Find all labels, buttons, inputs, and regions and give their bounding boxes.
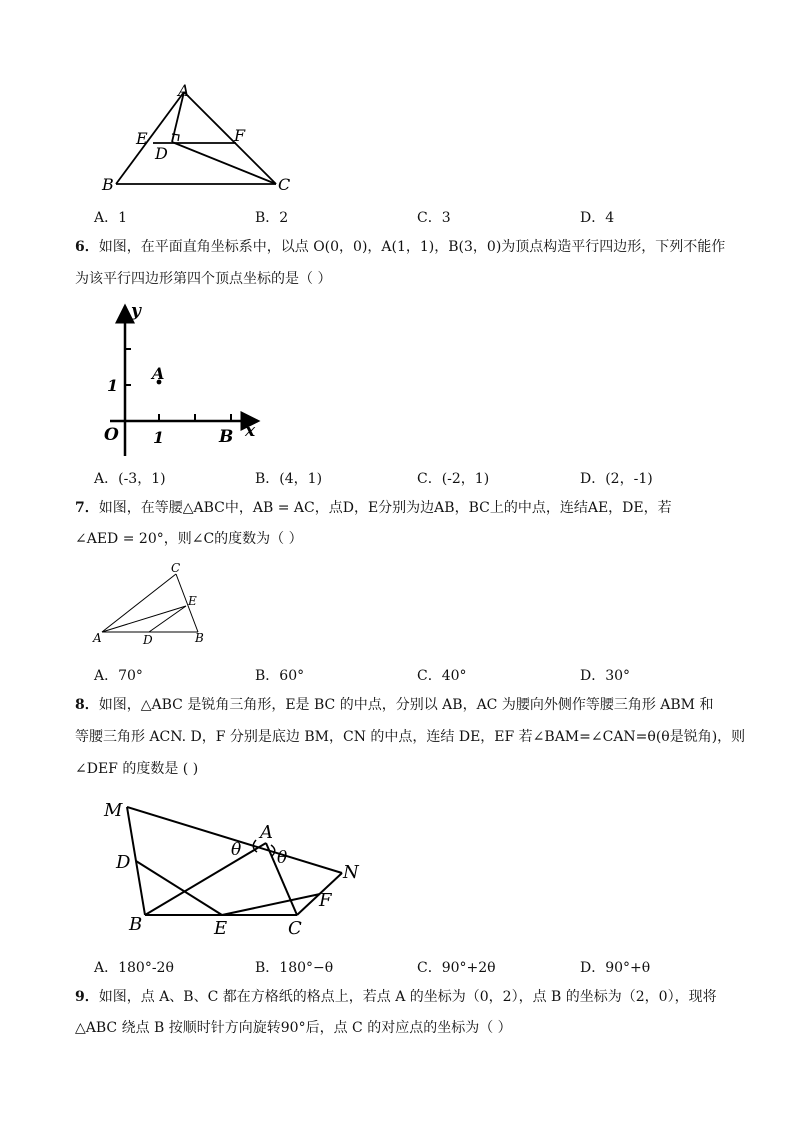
q9-stem-line1: 如图，点 A、B、C 都在方格纸的格点上，若点 A 的坐标为（0，2），点 B 的坐标为（2，0），现将 <box>98 989 717 1005</box>
fig6-label-one-y: 1 <box>107 376 119 395</box>
q6-text-line1 <box>75 237 725 257</box>
fig7-label-d: D <box>143 633 153 647</box>
q7-stem-line2: ∠AED = 20°，则∠C的度数为（ ） <box>75 531 303 547</box>
q8-option-b: B．180°−θ <box>255 960 334 976</box>
q5-option-a: A．1 <box>94 210 128 226</box>
q6-option-d: D．(2，-1) <box>580 471 653 487</box>
fig8-label-a: A <box>260 822 273 843</box>
fig6-label-a: A <box>152 364 165 383</box>
fig8-label-n: N <box>343 862 359 883</box>
fig6-label-x: x <box>245 421 256 441</box>
fig8-label-c: C <box>288 918 302 939</box>
q6-stem-line2: 为该平行四边形第四个顶点坐标的是（ ） <box>75 271 332 287</box>
q9-text-line1 <box>75 987 717 1007</box>
q6-option-b: B．(4，1) <box>255 471 323 487</box>
q6-stem-line1: 如图，在平面直角坐标系中，以点 O(0，0)，A(1，1)，B(3，0)为顶点构造平行四边形，下列不能作 <box>98 239 726 255</box>
fig7-label-a: A <box>93 631 102 645</box>
q5-option-d: D．4 <box>580 210 615 226</box>
fig7-label-b: B <box>195 631 204 645</box>
figure-q6-coordinate-plane <box>100 298 270 458</box>
q5-option-c: C．3 <box>417 210 451 226</box>
figure-q5-triangle <box>100 82 300 197</box>
q7-option-c: C．40° <box>417 668 467 684</box>
fig5-label-d: D <box>155 144 168 163</box>
q9-stem-line2: △ABC 绕点 B 按顺时针方向旋转90°后，点 C 的对应点的坐标为（ ） <box>75 1020 512 1036</box>
q7-option-d: D．30° <box>580 668 631 684</box>
fig5-label-a: A <box>178 82 190 100</box>
fig6-label-one-x: 1 <box>153 428 165 447</box>
fig8-label-d: D <box>116 852 131 873</box>
fig8-label-theta-right: θ <box>277 848 288 868</box>
fig5-label-c: C <box>278 175 291 194</box>
q8-option-c: C．90°+2θ <box>417 960 496 976</box>
q7-option-a: A．70° <box>94 668 143 684</box>
q9-number: 9． <box>75 989 99 1005</box>
figure-q7-triangle <box>90 560 215 648</box>
q8-stem-line1: 如图，△ABC 是锐角三角形，E是 BC 的中点，分别以 AB，AC 为腰向外侧作等腰三角形 ABM 和 <box>98 697 714 713</box>
q7-number: 7． <box>75 500 99 516</box>
q8-text-line1 <box>75 695 713 715</box>
fig7-label-c: C <box>171 561 181 575</box>
q6-option-a: A．(-3，1) <box>94 471 166 487</box>
q8-option-d: D．90°+θ <box>580 960 651 976</box>
q8-stem-line2: 等腰三角形 ACN. D，F 分别是底边 BM，CN 的中点，连结 DE，EF 若∠BAM=∠CAN=θ(θ是锐角)，则 <box>75 729 746 745</box>
fig8-label-b: B <box>129 914 143 935</box>
figure-q8-triangles <box>100 795 365 940</box>
q8-number: 8． <box>75 697 99 713</box>
q7-text-line1 <box>75 498 672 518</box>
fig8-label-f: F <box>319 890 332 911</box>
fig6-label-o: O <box>104 425 119 445</box>
q7-option-b: B．60° <box>255 668 305 684</box>
q5-option-b: B．2 <box>255 210 289 226</box>
q6-option-c: C．(-2，1) <box>417 471 490 487</box>
fig8-label-e: E <box>214 918 228 939</box>
fig5-label-f: F <box>234 126 246 145</box>
fig7-label-e: E <box>188 594 197 608</box>
fig8-label-m: M <box>104 800 123 821</box>
fig8-label-theta-left: θ <box>231 840 242 860</box>
fig6-label-y: y <box>131 301 141 321</box>
fig6-label-b: B <box>219 427 234 447</box>
fig5-label-e: E <box>136 129 148 148</box>
fig5-label-b: B <box>102 175 114 194</box>
q8-option-a: A．180°-2θ <box>94 960 174 976</box>
q7-stem-line1: 如图，在等腰△ABC中，AB = AC，点D，E分别为边AB，BC上的中点，连结AE，DE，若 <box>98 500 672 516</box>
q6-number: 6． <box>75 239 99 255</box>
q8-stem-line3: ∠DEF 的度数是 ( ) <box>75 761 199 777</box>
